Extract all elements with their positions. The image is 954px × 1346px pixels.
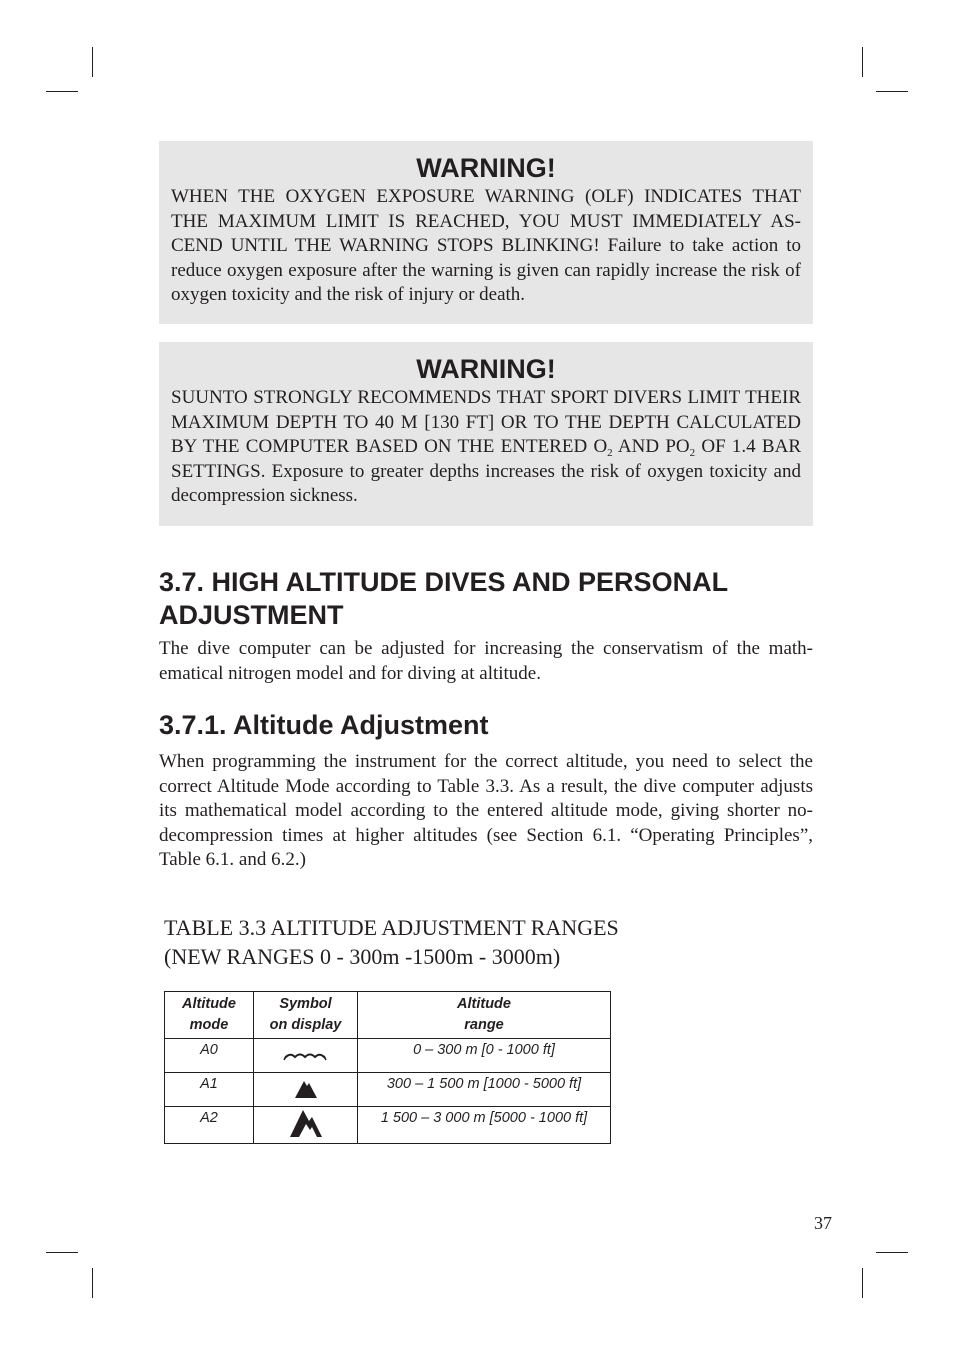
table-row xyxy=(165,1073,611,1107)
warning-title: WARNING! xyxy=(416,153,556,183)
crop-mark xyxy=(46,1252,78,1253)
subsection-heading: 3.7.1. Altitude Adjustment xyxy=(159,710,489,740)
header-altitude-range: Altitude range xyxy=(358,992,611,1039)
mountain-icon xyxy=(291,1076,321,1100)
header-altitude-mode: Altitude mode xyxy=(165,992,254,1039)
crop-mark xyxy=(92,47,93,77)
cell-mode: A1 xyxy=(165,1073,254,1107)
twin-mountain-icon xyxy=(288,1107,324,1139)
cell-mode: A2 xyxy=(165,1107,254,1144)
crop-mark xyxy=(46,91,78,92)
warning-text: SUUNTO STRONGLY RECOMMENDS THAT SPORT DIVERS LIMIT THEIR MAXIMUM DEPTH TO 40 M [130 FT] OR TO THE DEPTH CALCULATED BY THE COMPUTER BASED ON THE ENTERED $O_2$ AND $PO_2$ OF 1.4 BAR SETTINGS. Exposure to greater depths increases the risk of oxygen toxicity and decompression sickness. xyxy=(171,387,802,507)
subsection-text: When programming the instrument for the correct altitude, you need to select the correct Altitude Mode according to Table 3.3. As a result, the dive computer adjusts its mathematical model according to the entered altitude mode, giving shorter no-decompression times at higher altitudes (see Section 6.1. “Operating Principles”, Table 6.1. and 6.2.) xyxy=(159,751,813,871)
table-row xyxy=(165,1107,611,1144)
page-number: 37 xyxy=(814,1213,832,1233)
cell-symbol xyxy=(254,1107,358,1144)
warning-text: WHEN THE OXYGEN EXPOSURE WARNING (OLF) INDICATES THAT THE MAXIMUM LIMIT IS REACHED, YOU MUST IMMEDIATELY ASCEND UNTIL THE WARNING STOPS BLINKING! Failure to take action to reduce oxygen exposure after the warning is given can rapidly increase the risk of oxygen toxicity and the risk of injury or death. xyxy=(171,186,801,306)
wave-icon xyxy=(281,1044,331,1064)
warning-box-oxygen xyxy=(159,141,813,324)
cell-symbol xyxy=(254,1073,358,1107)
cell-range: 300 – 1 500 m [1000 - 5000 ft] xyxy=(358,1073,611,1107)
cell-range: 0 – 300 m [0 - 1000 ft] xyxy=(358,1039,611,1073)
section-text: The dive computer can be adjusted for increasing the conservatism of the mathematical nitrogen model and for diving at altitude. xyxy=(159,638,813,684)
table-row xyxy=(165,1039,611,1073)
crop-mark xyxy=(92,1268,93,1298)
table-header-row xyxy=(165,992,611,1039)
crop-mark xyxy=(862,1268,863,1298)
crop-mark xyxy=(876,91,908,92)
cell-range: 1 500 – 3 000 m [5000 - 1000 ft] xyxy=(358,1107,611,1144)
crop-mark xyxy=(862,47,863,77)
section-heading: 3.7. HIGH ALTITUDE DIVES AND PERSONAL ADJUSTMENT xyxy=(159,567,728,630)
altitude-table xyxy=(164,991,611,1144)
header-symbol: Symbol on display xyxy=(254,992,358,1039)
cell-symbol xyxy=(254,1039,358,1073)
warning-title: WARNING! xyxy=(416,354,556,384)
crop-mark xyxy=(876,1252,908,1253)
table-caption: TABLE 3.3 ALTITUDE ADJUSTMENT RANGES (NEW RANGES 0 - 300m -1500m - 3000m) xyxy=(164,915,619,969)
warning-box-depth xyxy=(159,342,813,526)
cell-mode: A0 xyxy=(165,1039,254,1073)
